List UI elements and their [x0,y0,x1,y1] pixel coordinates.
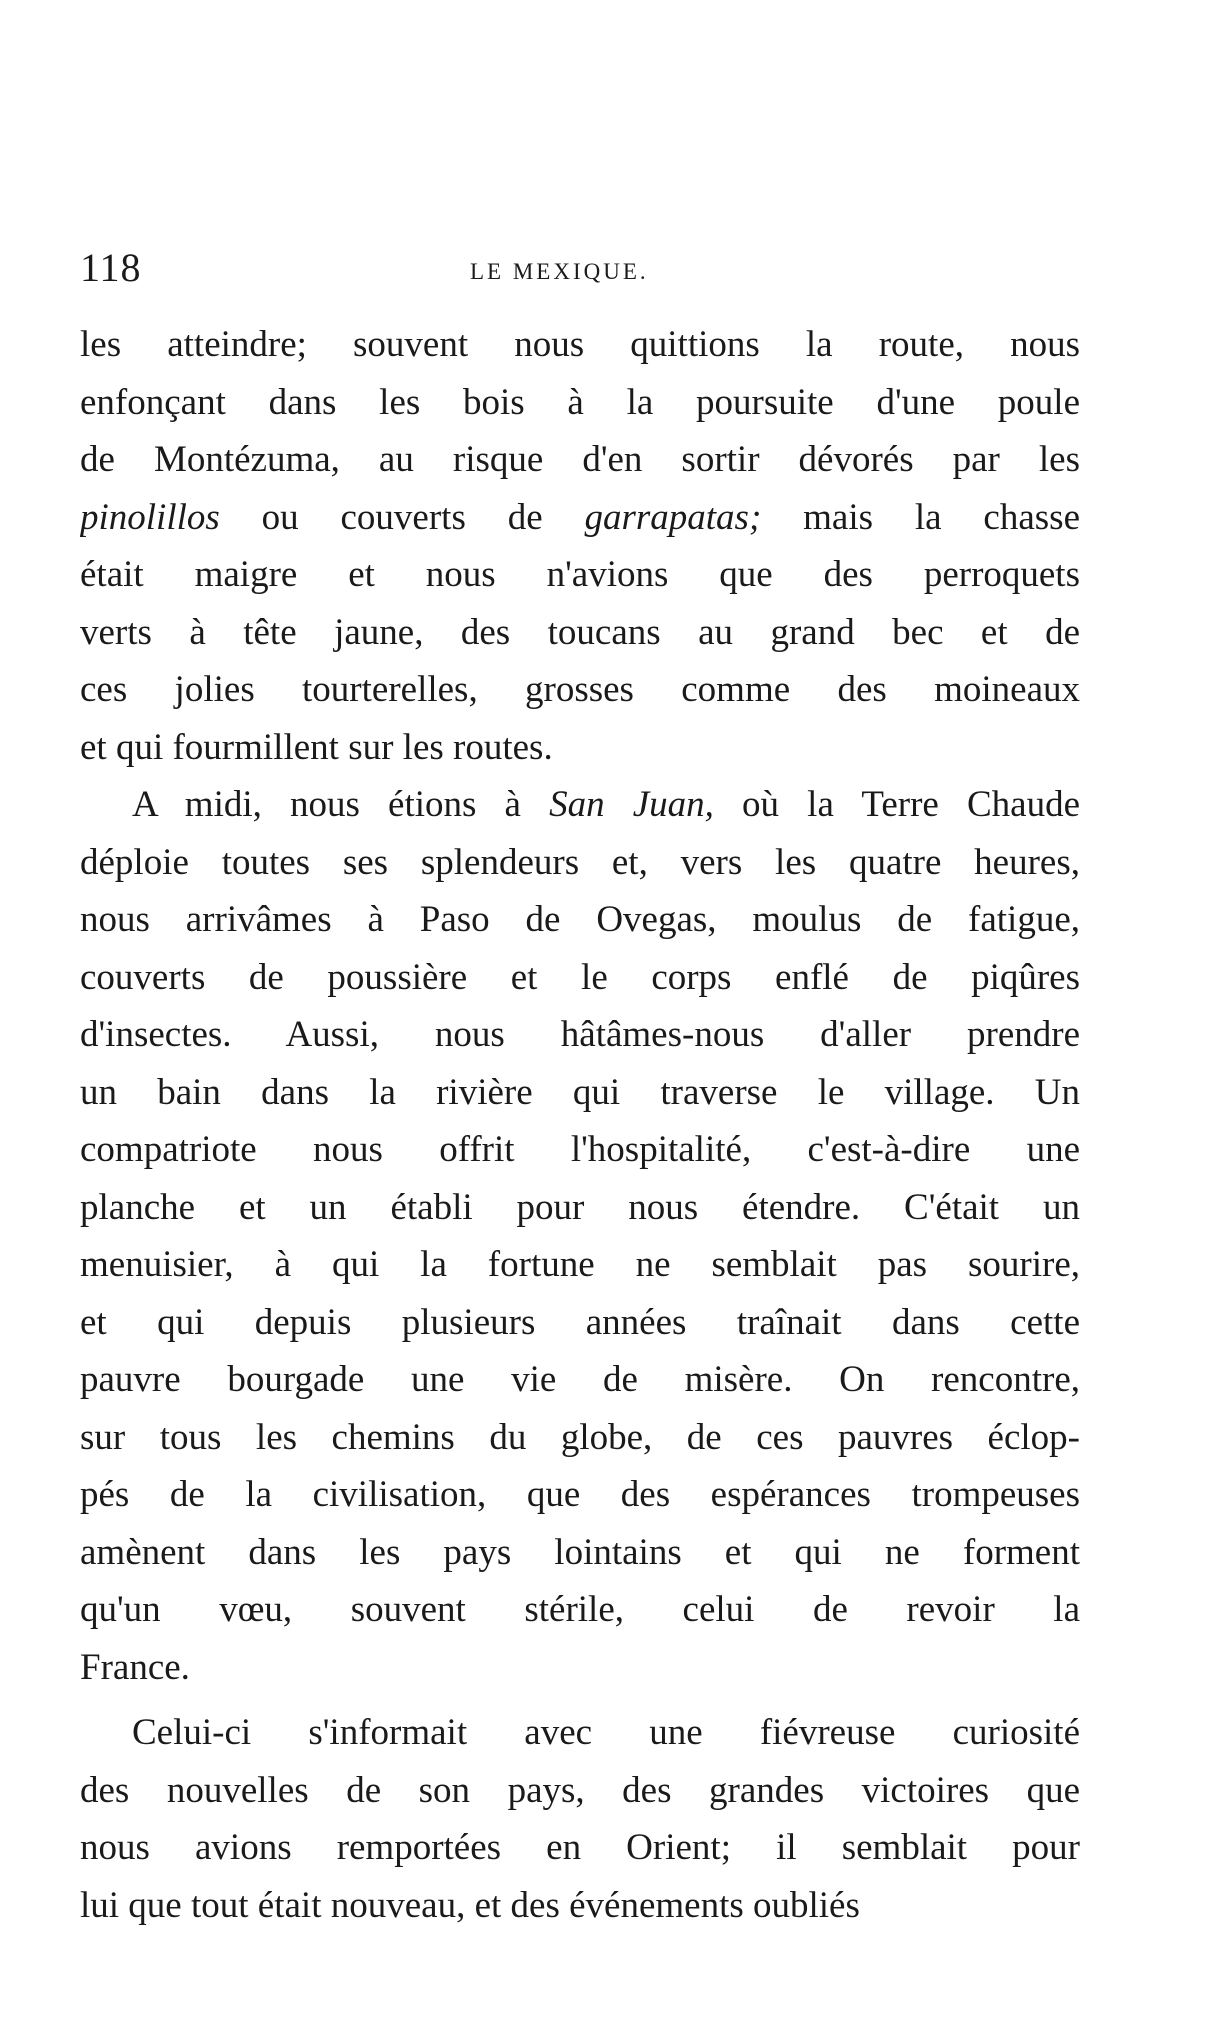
text-run: France. [80,1646,190,1688]
text-line [80,661,1080,719]
text-run: un bain dans la rivière qui traverse le village. Un [80,1071,1080,1113]
text-run: Celui-ci s'informait avec une fiévreuse curiosité [132,1712,1080,1753]
text-line [80,1877,1080,1935]
text-run: lui que tout était nouveau, et des événements oubliés [80,1884,860,1926]
text-line [80,891,1080,949]
page-number: 118 [80,245,142,290]
paragraph [80,1704,1080,1934]
text-line [80,316,1080,374]
text-line [80,1121,1080,1179]
text-run: qu'un vœu, souvent stérile, celui de revoir la [80,1589,1080,1630]
text-line [80,1409,1080,1467]
italic-text: San Juan, [549,784,714,825]
text-line [80,489,1080,547]
text-line [80,1236,1080,1294]
paragraph [80,316,1080,776]
text-line [80,1524,1080,1582]
running-title: LE MEXIQUE. [470,259,649,284]
text-line [80,604,1080,662]
text-line [80,1819,1080,1877]
body-text [80,316,1080,1934]
text-run: verts à tête jaune, des toucans au grand bec et de [80,611,1080,653]
text-line [80,1064,1080,1122]
text-line [80,1639,1080,1697]
text-line [80,776,1080,834]
text-run: les atteindre; souvent nous quittions la route, nous [80,324,1080,365]
text-line [80,374,1080,432]
text-line [80,1581,1080,1639]
text-run: déploie toutes ses splendeurs et, vers les quatre heures, [80,841,1080,883]
text-run: ou couverts de [219,496,585,538]
text-run: pauvre bourgade une vie de misère. On rencontre, [80,1359,1080,1400]
text-line [80,949,1080,1007]
text-run: pés de la civilisation, que des espérances trompeuses [80,1474,1080,1515]
text-run: nous arrivâmes à Paso de Ovegas, moulus de fatigue, [80,899,1080,940]
text-line [80,719,1080,777]
text-run: ces jolies tourterelles, grosses comme des moineaux [80,669,1080,710]
text-run: et qui depuis plusieurs années traînait dans cette [80,1301,1080,1343]
text-run: menuisier, à qui la fortune ne semblait pas sourire, [80,1244,1080,1285]
text-run: et qui fourmillent sur les routes. [80,726,553,768]
text-line [80,1006,1080,1064]
text-run: des nouvelles de son pays, des grandes victoires que [80,1769,1080,1811]
italic-text: pinolillos [80,496,220,538]
text-run: où la Terre Chaude [713,784,1080,825]
text-line [80,1351,1080,1409]
text-line [80,1179,1080,1237]
text-run: était maigre et nous n'avions que des perroquets [80,554,1080,595]
text-run: de Montézuma, au risque d'en sortir dévorés par les [80,439,1080,480]
text-line [80,546,1080,604]
text-run: mais la chasse [761,496,1080,538]
text-run: A midi, nous étions à [132,784,550,825]
text-line [80,1762,1080,1820]
text-run: d'insectes. Aussi, nous hâtâmes-nous d'aller prendre [80,1014,1080,1055]
text-line [80,1294,1080,1352]
italic-text: garrapatas; [584,496,762,538]
text-run: enfonçant dans les bois à la poursuite d'une poule [80,381,1080,423]
text-run: compatriote nous offrit l'hospitalité, c'est-à-dire une [80,1129,1080,1170]
text-run: nous avions remportées en Orient; il semblait pour [80,1827,1080,1868]
text-run: sur tous les chemins du globe, de ces pauvres éclop- [80,1416,1080,1458]
running-head [80,245,1080,290]
text-run: planche et un établi pour nous étendre. C'était un [80,1186,1080,1228]
text-line [80,431,1080,489]
text-line [80,1466,1080,1524]
text-line [80,834,1080,892]
text-run: amènent dans les pays lointains et qui ne forment [80,1531,1080,1573]
text-line [80,1704,1080,1762]
paragraph [80,776,1080,1696]
text-run: couverts de poussière et le corps enflé de piqûres [80,956,1080,998]
